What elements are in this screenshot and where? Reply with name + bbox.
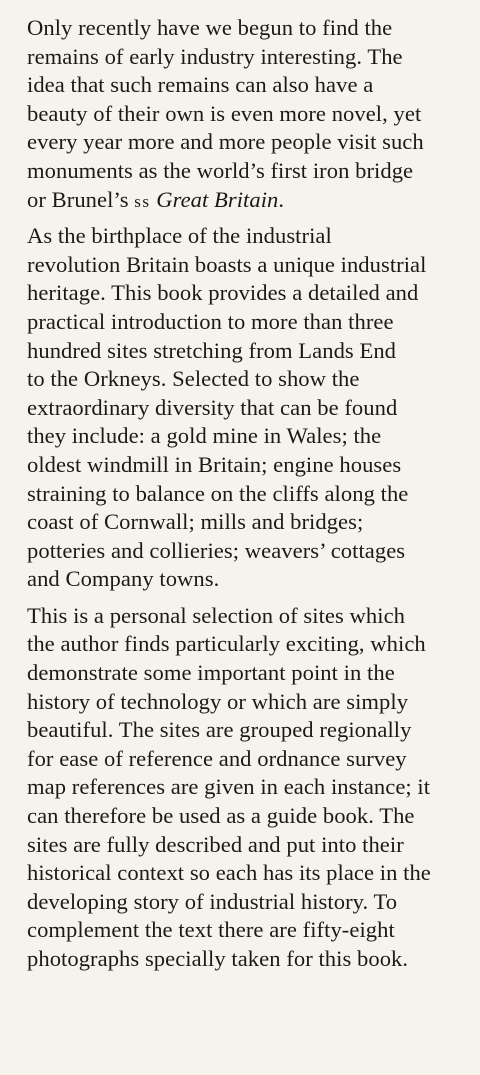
- text-line: straining to balance on the cliffs along the: [27, 480, 409, 506]
- text-line: heritage. This book provides a detailed and: [27, 280, 419, 306]
- text-line: beauty of their own is even more novel, yet: [27, 100, 422, 126]
- text-line: for ease of reference and ordnance survey: [27, 745, 407, 771]
- text-line: This is a personal selection of sites which: [27, 602, 406, 628]
- text-line: hundred sites stretching from Lands End: [27, 337, 397, 363]
- text-line: extraordinary diversity that can be found: [27, 394, 398, 420]
- text-line: sites are fully described and put into their: [27, 831, 404, 857]
- text-line: map references are given in each instance; it: [27, 774, 431, 800]
- text-line: developing story of industrial history. To: [27, 888, 398, 914]
- text-line: photographs specially taken for this book.: [27, 946, 409, 971]
- paragraph-selection: [27, 602, 470, 974]
- text-line: Only recently have we begun to find the: [27, 15, 393, 40]
- ship-name: Great Britain: [156, 186, 279, 212]
- text-line: oldest windmill in Britain; engine houses: [27, 451, 402, 477]
- text-line: demonstrate some important point in the: [27, 660, 395, 686]
- text-run: or Brunel’s: [27, 186, 135, 212]
- text-line: can therefore be used as a guide book. The: [27, 803, 415, 829]
- text-line: [27, 186, 470, 215]
- text-line: the author finds particularly exciting, which: [27, 631, 426, 657]
- text-line: beautiful. The sites are grouped regionally: [27, 717, 412, 743]
- text-line: to the Orkneys. Selected to show the: [27, 366, 360, 392]
- ship-prefix: ss: [134, 191, 151, 211]
- text-line: revolution Britain boasts a unique industrial: [27, 251, 427, 277]
- paragraph-intro: [27, 14, 470, 214]
- text-line: potteries and collieries; weavers’ cottages: [27, 537, 406, 563]
- text-line: and Company towns.: [27, 566, 220, 592]
- text-line: As the birthplace of the industrial: [27, 223, 332, 249]
- text-line: monuments as the world’s first iron bridge: [27, 157, 414, 183]
- text-run: .: [278, 186, 285, 212]
- text-line: history of technology or which are simply: [27, 688, 409, 714]
- text-line: idea that such remains can also have a: [27, 72, 374, 98]
- paragraph-heritage: [27, 222, 470, 594]
- text-line: they include: a gold mine in Wales; the: [27, 423, 382, 449]
- text-line: remains of early industry interesting. The: [27, 43, 403, 69]
- text-line: coast of Cornwall; mills and bridges;: [27, 509, 364, 535]
- text-line: practical introduction to more than three: [27, 308, 394, 334]
- text-line: every year more and more people visit such: [27, 129, 424, 155]
- text-line: historical context so each has its place in the: [27, 860, 431, 886]
- text-line: complement the text there are fifty-eight: [27, 917, 395, 943]
